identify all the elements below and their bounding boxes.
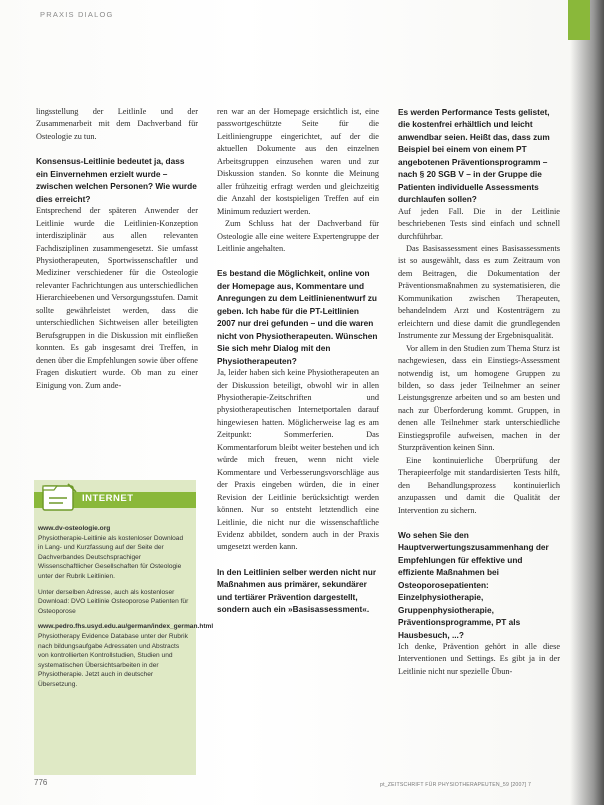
paragraph: ren war an der Homepage ersichtlich ist, eine passwortgeschützte Seite für die Leitliniengruppe eingerichtet, auf der die aktuellen Dokumente aus den einzelnen Arbeitsgruppen einzusehen waren und zur Diskussion standen. So konnte die Meinung aller frühzeitig erfragt werden und gleichzeitig die Anzahl der kostspieligen Treffen auf ein Minimum reduziert werden. xyxy=(217,107,379,216)
interview-question: Es werden Performance Tests gelistet, die kostenfrei erhältlich und leicht anwendbar seien. Heißt das, dass zum Beispiel bei einem von einem PT angebotenen Präventionsprogramm – nach § 20 SGB V – in der Gruppe die Patienten individuelle Assessments durchlaufen sollen? xyxy=(398,107,550,205)
interview-question: Konsensus-Leitlinie bedeutet ja, dass ein Einvernehmen erzielt wurde – zwischen welchen Personen? Wie wurde dies erreicht? xyxy=(36,156,197,204)
interview-question: Wo sehen Sie den Hauptverwertungszusammenhang der Empfehlungen für effektive und effiziente Maßnahmen bei Osteoporosepatienten: Einzelphysiotherapie, Gruppenphysiotherapie, Präventionsprogramme, PT als Hausbesuch, ...? xyxy=(398,529,549,640)
paragraph: Zum Schluss hat der Dachverband für Osteologie alle eine weitere Expertengruppe der Leitlinie angehalten. xyxy=(217,219,379,253)
internet-entry xyxy=(38,588,190,617)
paragraph: Auf jeden Fall. Die in der Leitlinie beschriebenen Tests sind einfach und schnell durchführbar. xyxy=(398,206,560,241)
internet-sidebar-box xyxy=(34,480,214,775)
internet-title: INTERNET xyxy=(82,493,134,504)
paragraph: lingsstellung der LeitlinIe und der Zusammenarbeit mit dem Dachverband für Osteologie zu tun. xyxy=(36,107,198,141)
internet-entry xyxy=(38,524,190,582)
link-description: Physiotherapy Evidence Database unter der Rubrik nach bildungsaufgabe Adressaten und Abstracts von kontrollierten Kontrollstudien, Studien und systematischen Übersichtsarbeiten in der Physiotherapie. Jetzt auch in deutscher Übersetzung. xyxy=(38,632,188,688)
section-color-tab xyxy=(568,0,590,40)
paragraph: Eine kontinuierliche Überprüfung der Therapieerfolge mit standardisierten Tests hilft, den Behandlungsprozess kontinuierlich anzupassen und damit die Qualität der Intervention zu sichern. xyxy=(398,455,560,515)
running-head: PRAXIS DIALOG xyxy=(40,10,114,19)
text-column-3 xyxy=(398,106,560,678)
link-description: Physiotherapie-Leitlinie als kostenloser Download in Lang- und Kurzfassung auf der Seite der Dachverbandes Deutschsprachiger Wissenschaftlicher Gesellschaften für Osteologie unter der Rubrik Leitlinien. xyxy=(38,534,184,580)
link-description: Unter derselben Adresse, auch als kostenloser Download: DVO Leitlinie Osteoporose Patienten für Osteoporose xyxy=(38,588,189,615)
internet-links xyxy=(38,524,214,696)
paragraph: Vor allem in den Studien zum Thema Sturz ist nachgewiesen, dass ein Einstiegs-Assessment notwendig ist, um homogene Gruppen zu bilden, so dass jeder Teilnehmer an seiner Leistungsgrenze arbeiten und so am besten und nach zur Überforderung kommt. Gruppen, in denen alle Teilnehmer stark unterschiedliche Einstiegsprofile aufweisen, machen in der Sturzprävention keinen Sinn. xyxy=(398,343,560,453)
paragraph: Entsprechend der späteren Anwender der Leitlinie wurde die Leitlinien-Konzeption interdisziplinär aus allen relevanten Fachdisziplinen zusammengesetzt. Sie umfasst Physiotherapeuten, Sportwissenschaftler und Mediziner verschiedener für die Osteologie relevanter Fachrichtungen aus unterschiedlichen Hierarchieebenen und Versorgungsstufen. Damit sollte gewährleistet werden, dass die unterschiedlichen Sichtweisen aller beteiligten Berufsgruppen in die Diskussion mit einfließen konnten. Es gab insgesamt drei Treffen, in denen über die Empfehlungen sowie über offene Fragen diskutiert wurde. Ob man zu einer Einigung von. Zum ande- xyxy=(36,206,198,390)
journal-footer: pt_ZEITSCHRIFT FÜR PHYSIOTHERAPEUTEN_59 [2007] 7 xyxy=(380,782,532,788)
text-column-1 xyxy=(36,106,198,392)
paragraph: Ich denke, Prävention gehört in alle diese Interventionen und Settings. Es gibt ja in der Leitlinie nicht nur spezielle Übun- xyxy=(398,642,560,676)
link-url[interactable]: www.pedro.fhs.usyd.edu.au/german/index_german.html xyxy=(38,623,214,631)
paragraph: Das Basisassessment eines Basisassessments ist so ausgewählt, dass es zum Zeitraum von dem Beitragen, die Dokumentation der Präventionsmaßnahmen zu systematisieren, die Kommunikation zwischen Therapeuten, behandelndem Arzt und Kostenträgern zu erleichtern und diese damit die grundlegenden Instrumente zur Messung der Ergebnisqualität. xyxy=(398,243,560,341)
text-column-2 xyxy=(217,106,379,616)
interview-question: In den Leitlinien selber werden nicht nur Maßnahmen aus primärer, sekundärer und tertiärer Prävention dargestellt, sondern auch ein »Basisassessment«. xyxy=(217,566,377,615)
page-number: 776 xyxy=(34,778,48,787)
interview-question: Es bestand die Möglichkeit, online von der Homepage aus, Kommentare und Anregungen zu dem Leitlinienentwurf zu geben. Ich habe für die PT-Leitlinien 2007 nur drei gefunden – und die waren nicht von Physiotherapeuten. Wünschen Sie sich mehr Dialog mit den Physiotherapeuten? xyxy=(217,268,378,366)
link-url[interactable]: www.dv-osteologie.org xyxy=(38,525,111,532)
page-edge-shadow xyxy=(570,0,604,805)
internet-entry xyxy=(38,622,214,689)
paragraph: Ja, leider haben sich keine Physiotherapeuten an der Diskussion beteiligt, obwohl wir in allen Physiotherapie-Zeitschriften und physiotherapeutischen Internetportalen darauf hingewiesen hatten. Möglicherweise lag es am Zeitpunkt: Sommerferien. Das Kommentarforum bleibt weiter bestehen und ich würde mich freuen, wenn nicht viele Kommentare und Verbesserungsvorschläge aus der Praxis eingeben würden, die in einer Revision der Leitlinie berücksichtigt werden können. Nur so entsteht letztendlich eine Leitlinie, die nicht nur die wissenschaftliche Evidenz abbildet, sondern auch in der Praxis umgesetzt werden kann. xyxy=(217,368,379,552)
folder-icon xyxy=(40,480,78,514)
